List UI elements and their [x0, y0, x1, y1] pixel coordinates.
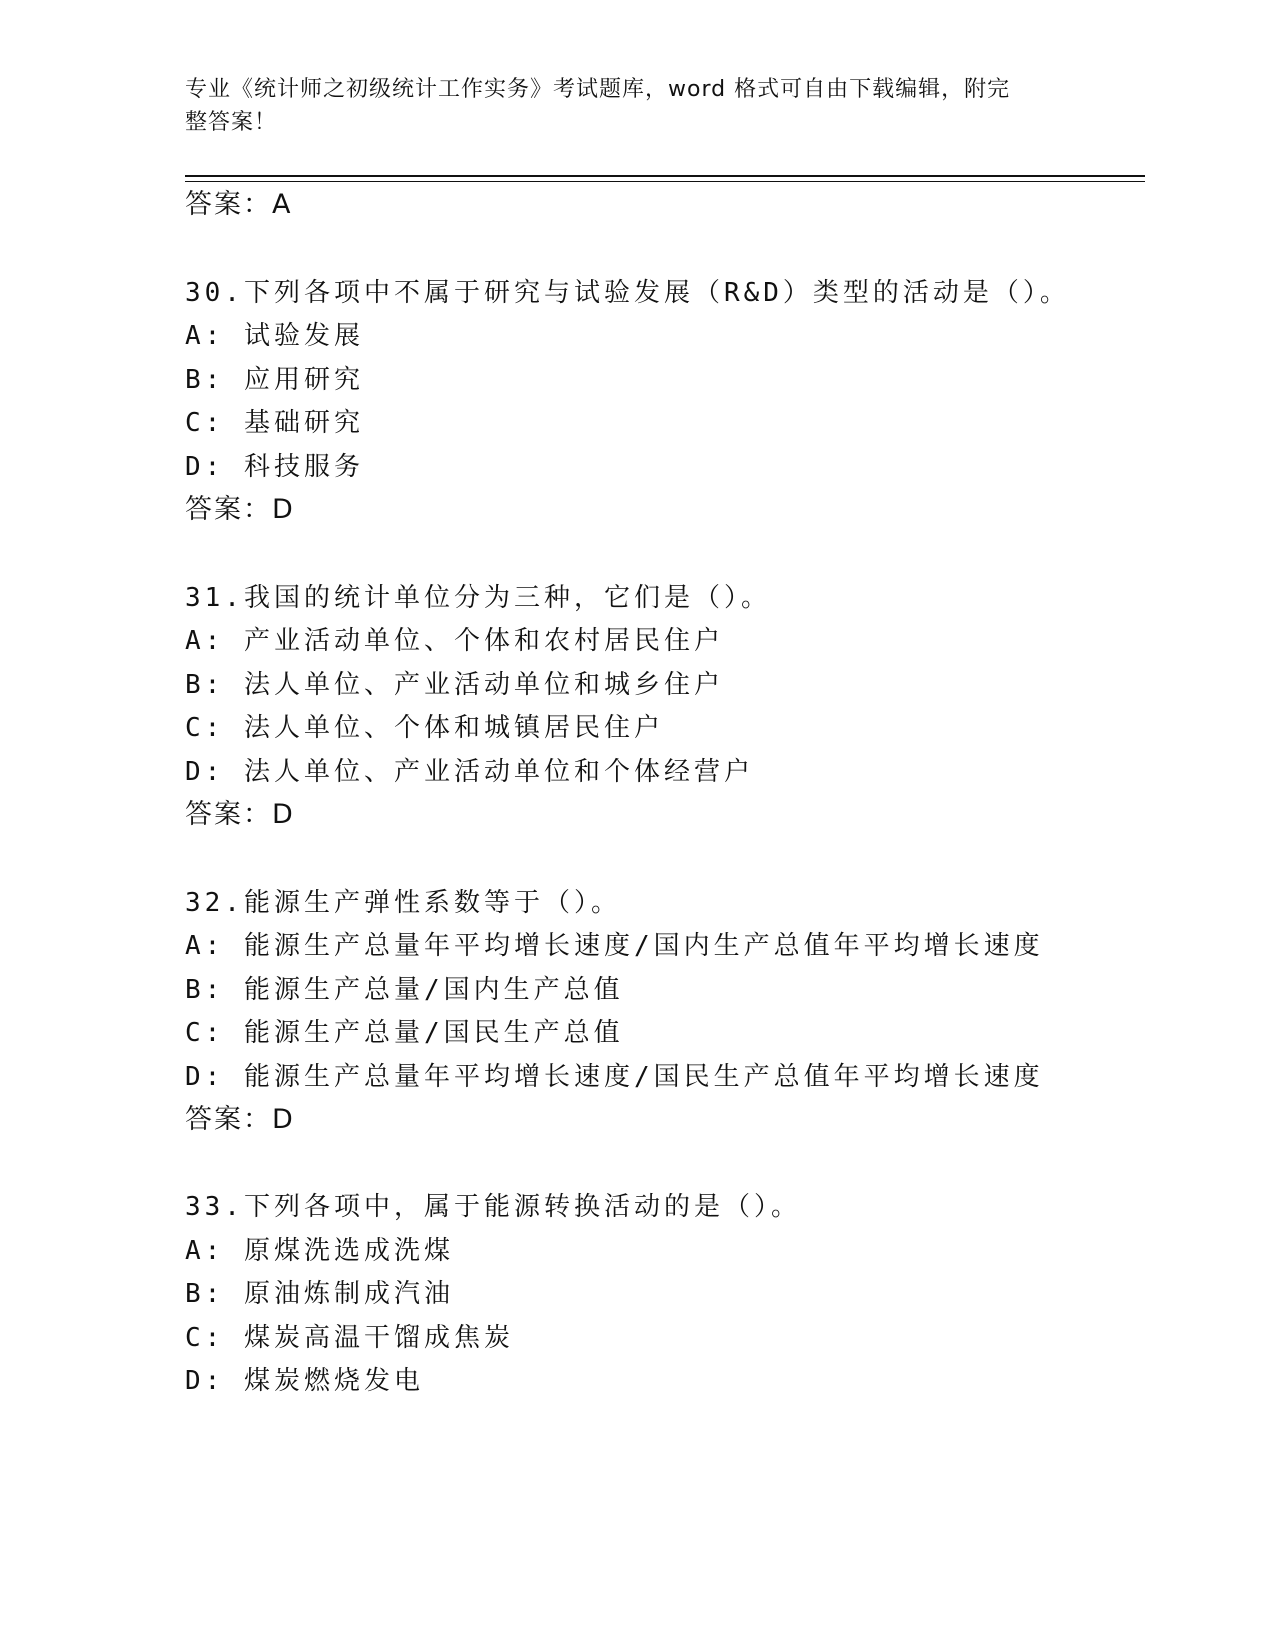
header-line-1: 专业《统计师之初级统计工作实务》考试题库，word 格式可自由下载编辑，附完 [185, 77, 1011, 102]
question-32-option-a: A: 能源生产总量年平均增长速度/国内生产总值年平均增长速度 [185, 931, 1044, 961]
question-32-answer: 答案：D [185, 1104, 295, 1135]
header-divider-thin [185, 181, 1145, 182]
question-32-option-c: C: 能源生产总量/国民生产总值 [185, 1018, 624, 1048]
question-33-option-c: C: 煤炭高温干馏成焦炭 [185, 1323, 514, 1353]
header-divider-thick [185, 175, 1145, 177]
question-30-option-b: B: 应用研究 [185, 365, 364, 395]
question-33-option-b: B: 原油炼制成汽油 [185, 1279, 454, 1309]
question-31-answer: 答案：D [185, 799, 295, 830]
document-header [185, 73, 1055, 139]
question-32-option-d: D: 能源生产总量年平均增长速度/国民生产总值年平均增长速度 [185, 1062, 1044, 1092]
question-30-answer: 答案：D [185, 494, 295, 525]
question-33-option-a: A: 原煤洗选成洗煤 [185, 1236, 454, 1266]
question-33-stem: 33.下列各项中，属于能源转换活动的是（）。 [185, 1192, 801, 1222]
question-31-option-d: D: 法人单位、产业活动单位和个体经营户 [185, 757, 754, 787]
question-30-stem: 30.下列各项中不属于研究与试验发展（R&D）类型的活动是（）。 [185, 278, 1070, 308]
question-31-stem: 31.我国的统计单位分为三种，它们是（）。 [185, 583, 771, 613]
question-30-option-a: A: 试验发展 [185, 321, 364, 351]
question-31-option-c: C: 法人单位、个体和城镇居民住户 [185, 713, 664, 743]
question-31-option-b: B: 法人单位、产业活动单位和城乡住户 [185, 670, 724, 700]
header-line-2: 整答案！ [185, 110, 278, 135]
question-30-option-c: C: 基础研究 [185, 408, 364, 438]
question-30-option-d: D: 科技服务 [185, 452, 364, 482]
question-32-stem: 32.能源生产弹性系数等于（）。 [185, 888, 621, 918]
question-32-option-b: B: 能源生产总量/国内生产总值 [185, 975, 624, 1005]
question-33-option-d: D: 煤炭燃烧发电 [185, 1366, 424, 1396]
question-31-option-a: A: 产业活动单位、个体和农村居民住户 [185, 626, 724, 656]
previous-answer: 答案：A [185, 189, 293, 220]
